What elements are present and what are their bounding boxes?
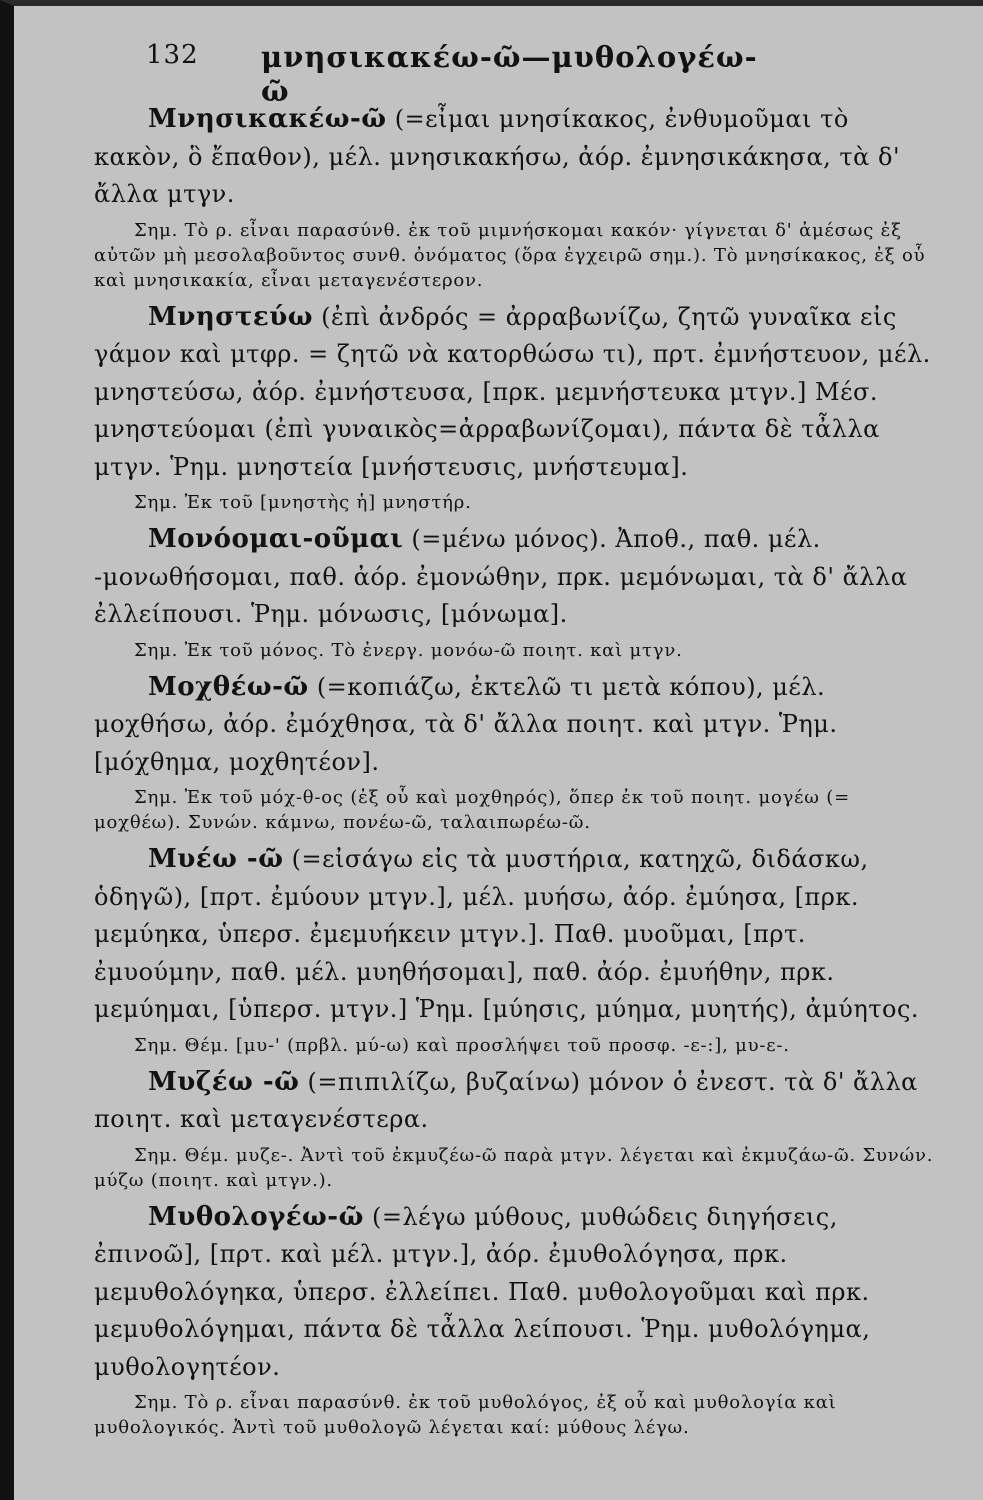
entry-text bbox=[94, 521, 942, 634]
page-header bbox=[146, 40, 786, 108]
headword: Μνηστεύω bbox=[148, 301, 313, 332]
entry-note: Σημ. Τὸ ρ. εἶναι παρασύνθ. ἐκ τοῦ μυθολόγος, ἐξ οὗ καὶ μυθολογία καὶ μυθολογικός. Ἀντὶ τοῦ μυθολογῶ λέγεται καί: μύθους λέγω. bbox=[94, 1392, 837, 1438]
entry-body: (=κοπιάζω, ἐκτελῶ τι μετὰ κόπου), μέλ. μοχθήσω, ἀόρ. ἐμόχθησα, τὰ δ' ἄλλα ποιητ. καὶ μτγν. Ῥημ. [μόχθημα, μοχθητέον]. bbox=[94, 672, 838, 776]
dictionary-entry bbox=[94, 841, 942, 1058]
entry-body: (=μένω μόνος). Ἀποθ., παθ. μέλ. -μονωθήσομαι, παθ. ἀόρ. ἐμονώθην, πρκ. μεμόνωμαι, τὰ δ' ἄλλα ἐλλείπουσι. Ῥημ. μόνωσις, [μόνωμα]. bbox=[94, 525, 908, 628]
entry-text bbox=[94, 299, 942, 487]
entry-text bbox=[94, 669, 942, 782]
headword: Μυέω -ῶ bbox=[148, 844, 284, 874]
dictionary-entry bbox=[94, 1064, 942, 1193]
entry-text bbox=[94, 841, 942, 1029]
dictionary-entry bbox=[94, 669, 942, 836]
entry-body: (=εἶμαι μνησίκακος, ἐνθυμοῦμαι τὸ κακὸν, ὃ ἔπαθον), μέλ. μνησικακήσω, ἀόρ. ἐμνησικάκησα, τὰ δ' ἄλλα μτγν. bbox=[94, 105, 901, 208]
running-title: μνησικακέω-ῶ—μυθολογέω-ῶ bbox=[261, 40, 758, 108]
page-number: 132 bbox=[146, 40, 199, 70]
entry-note: Σημ. Ἐκ τοῦ μόχ-θ-ος (ἐξ οὗ καὶ μοχθηρός), ὅπερ ἐκ τοῦ ποιητ. μογέω (= μοχθέω). Συνών. κάμνω, πονέω-ῶ, ταλαιπωρέω-ῶ. bbox=[94, 787, 850, 833]
entry-note: Σημ. Θέμ. [μυ-' (πρβλ. μύ-ω) καὶ προσλήψει τοῦ προσφ. -ε-:], μυ-ε-. bbox=[134, 1034, 790, 1056]
headword: Μοχθέω-ῶ bbox=[148, 671, 309, 702]
entry-text bbox=[94, 101, 942, 214]
entry-body: (=λέγω μύθους, μυθώδεις διηγήσεις, ἐπινοῶ], [πρτ. καὶ μέλ. μτγν.], ἀόρ. ἐμυθολόγησα, πρκ. μεμυθολόγηκα, ὑπερσ. ἐλλείπει. Παθ. μυθολογοῦμαι καὶ πρκ. μεμυθολόγημαι, πάντα δὲ τἆλλα λείπουσι. Ῥημ. μυθολόγημα, μυθολογητέον. bbox=[94, 1202, 871, 1381]
entry-note: Σημ. Ἐκ τοῦ [μνηστὴς ἡ] μνηστήρ. bbox=[134, 492, 472, 513]
dictionary-entry bbox=[94, 101, 942, 293]
dictionary-entry bbox=[94, 1199, 942, 1441]
entry-body: (=πιπιλίζω, βυζαίνω) μόνον ὁ ἐνεστ. τὰ δ' ἄλλα ποιητ. καὶ μεταγενέστερα. bbox=[94, 1067, 918, 1133]
entry-note: Σημ. Ἐκ τοῦ μόνος. Τὸ ἐνεργ. μονόω-ῶ ποιητ. καὶ μτγν. bbox=[134, 639, 683, 661]
dictionary-entry bbox=[94, 521, 942, 663]
entry-note: Σημ. Θέμ. μυζε-. Ἀντὶ τοῦ ἐκμυζέω-ῶ παρὰ μτγν. λέγεται καὶ ἐκμυζάω-ῶ. Συνών. μύζω (ποιητ. καὶ μτγν.). bbox=[94, 1144, 934, 1191]
headword: Μονόομαι-οῦμαι bbox=[148, 524, 404, 554]
entry-text bbox=[94, 1199, 942, 1387]
entry-note: Σημ. Τὸ ρ. εἶναι παρασύνθ. ἐκ τοῦ μιμνήσκομαι κακόν· γίγνεται δ' ἀμέσως ἐξ αὐτῶν μὴ μεσολαβοῦντος συνθ. ὀνόματος (ὅρα ἐγχειρῶ σημ.). Τὸ μνησίκακος, ἐξ οὗ καὶ μνησικακία, εἶναι μεταγενέστερον. bbox=[94, 219, 926, 291]
headword: Μυζέω -ῶ bbox=[148, 1066, 300, 1097]
page-content bbox=[94, 101, 942, 1446]
entry-body: (=εἰσάγω εἰς τὰ μυστήρια, κατηχῶ, διδάσκω, ὁδηγῶ), [πρτ. ἐμύουν μτγν.], μέλ. μυήσω, ἀόρ. ἐμύησα, [πρκ. μεμύηκα, ὑπερσ. ἐμεμυήκειν μτγν.]. Παθ. μυοῦμαι, [πρτ. ἐμυούμην, παθ. μέλ. μυηθήσομαι], παθ. ἀόρ. ἐμυήθην, πρκ. μεμύημαι, [ὑπερσ. μτγν.] Ῥημ. [μύησις, μύημα, μυητής), ἀμύητος. bbox=[94, 845, 920, 1023]
dictionary-entry bbox=[94, 299, 942, 516]
headword: Μυθολογέω-ῶ bbox=[148, 1201, 364, 1232]
entry-body: (ἐπὶ ἀνδρός = ἀρραβωνίζω, ζητῶ γυναῖκα εἰς γάμον καὶ μτφρ. = ζητῶ νὰ κατορθώσω τι), πρτ. ἐμνήστευον, μέλ. μνηστεύσω, ἀόρ. ἐμνήστευσα, [πρκ. μεμνήστευκα μτγν.] Μέσ. μνηστεύομαι (ἐπὶ γυναικὸς=ἀρραβωνίζομαι), πάντα δὲ τἆλλα μτγν. Ῥημ. μνηστεία [μνήστευσις, μνήστευμα]. bbox=[94, 302, 931, 481]
entry-text bbox=[94, 1064, 942, 1139]
headword: Μνησικακέω-ῶ bbox=[148, 104, 387, 134]
